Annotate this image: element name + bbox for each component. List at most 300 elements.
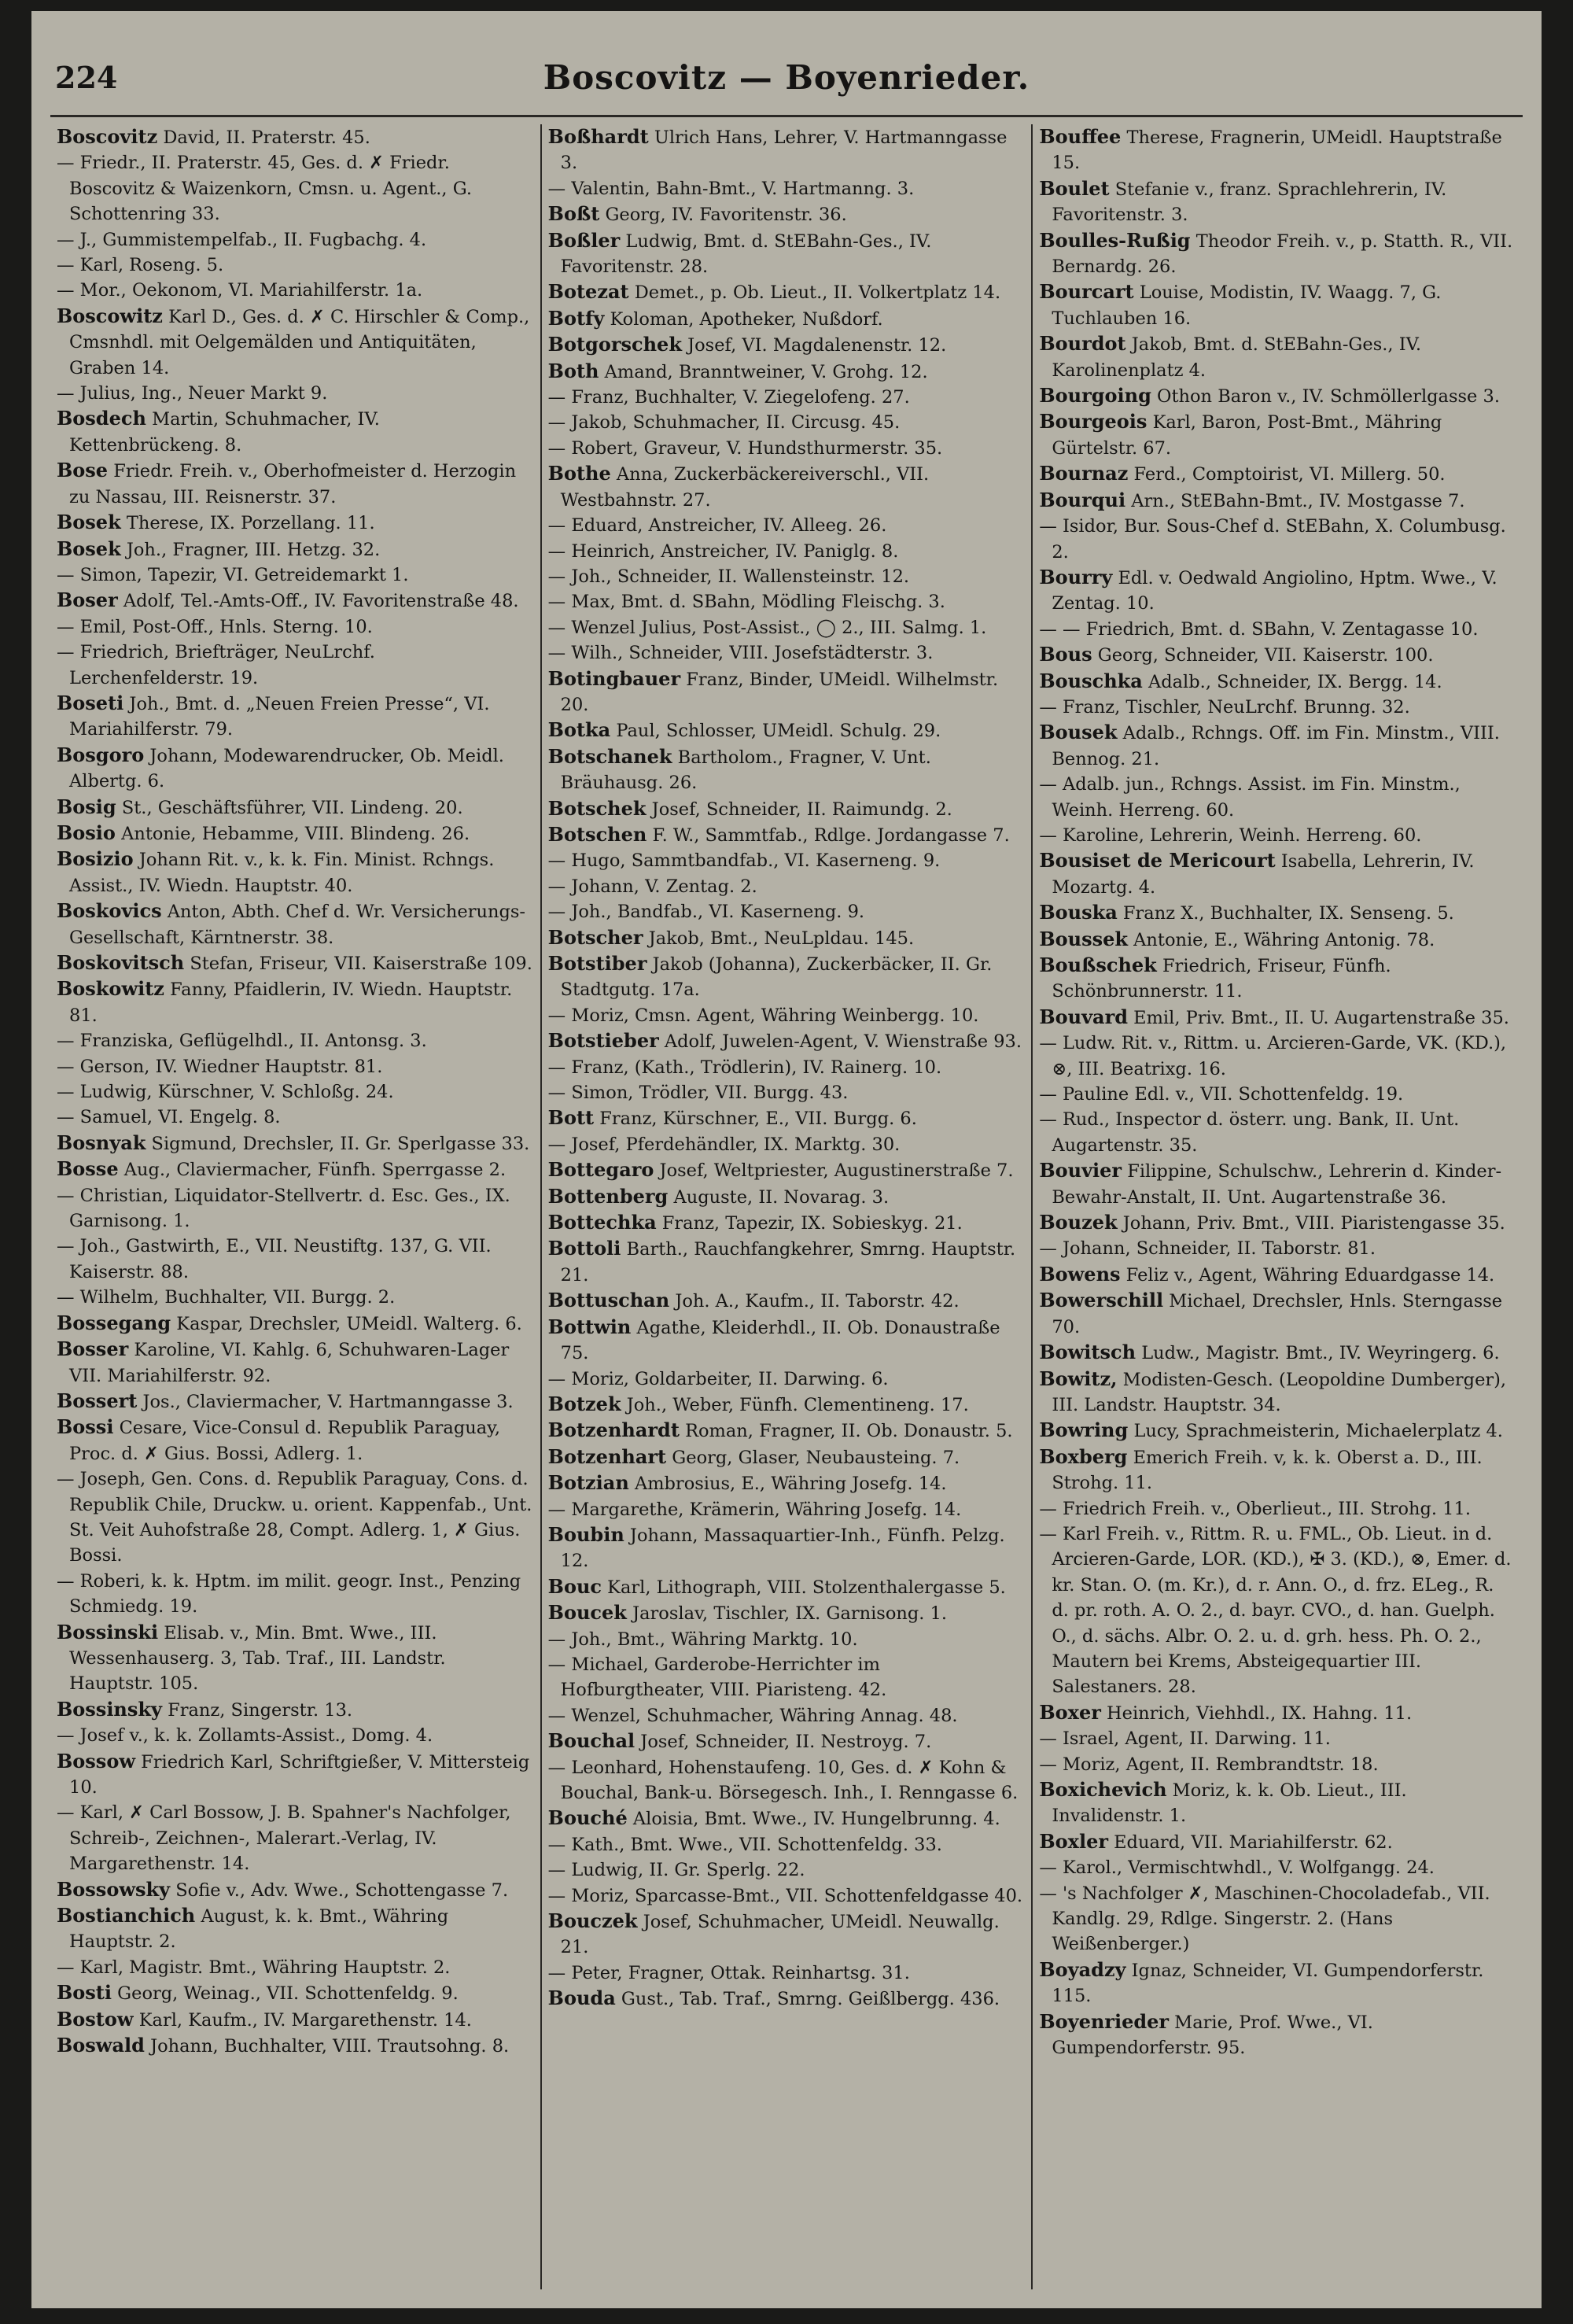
entry-surname: Bosse xyxy=(57,1157,119,1181)
directory-entry xyxy=(548,589,1026,614)
entry-text: — Julius, Ing., Neuer Markt 9. xyxy=(57,383,328,404)
entry-surname: Bousiset de Mericourt xyxy=(1039,849,1276,872)
entry-text: Anna, Zuckerbäckereiverschl., VII. Westbahnstr. 27. xyxy=(560,464,930,511)
directory-entry xyxy=(548,1055,1026,1080)
entry-text: — Isidor, Bur. Sous-Chef d. StEBahn, X. Columbusg. 2. xyxy=(1039,516,1506,563)
entry-surname: Bossert xyxy=(57,1389,138,1412)
entry-text: Theodor Freih. v., p. Statth. R., VII. Bernardg. 26. xyxy=(1052,231,1513,278)
entry-text: — Wenzel Julius, Post-Assist., ◯ 2., III. Salmg. 1. xyxy=(547,617,987,638)
directory-entry xyxy=(1039,124,1516,176)
entry-text: — Moriz, Cmsn. Agent, Währing Weinbergg. 10. xyxy=(547,1005,979,1026)
entry-text: — Karl, Roseng. 5. xyxy=(57,255,224,276)
entry-text: Joh. A., Kaufm., II. Taborstr. 42. xyxy=(669,1291,960,1312)
entry-text: Therese, Fragnerin, UMeidl. Hauptstraße 15. xyxy=(1052,127,1502,174)
directory-entry xyxy=(548,1288,1026,1314)
directory-entry xyxy=(57,1955,534,1980)
directory-entry xyxy=(548,874,1026,899)
entry-surname: Bosek xyxy=(57,511,121,534)
entry-surname: Bossinsky xyxy=(57,1697,162,1721)
entry-surname: Bostow xyxy=(57,2007,134,2031)
directory-entry xyxy=(1039,1855,1516,1880)
directory-entry xyxy=(57,1079,534,1105)
entry-surname: Bousek xyxy=(1039,721,1118,744)
entry-text: Sofie v., Adv. Wwe., Schottengasse 7. xyxy=(170,1879,509,1901)
directory-entry xyxy=(548,124,1026,176)
entry-surname: Boswald xyxy=(57,2034,145,2057)
entry-surname: Botstiber xyxy=(547,952,647,975)
entry-surname: Boßt xyxy=(547,202,600,226)
column-2 xyxy=(542,124,1033,2289)
directory-entry xyxy=(1039,1340,1516,1366)
entry-text: Roman, Fragner, II. Ob. Donaustr. 5. xyxy=(679,1421,1013,1442)
entry-surname: Bouda xyxy=(547,1986,616,2010)
entry-text: — Wenzel, Schuhmacher, Währing Annag. 48. xyxy=(547,1705,958,1726)
directory-entry xyxy=(1039,927,1516,953)
directory-entry xyxy=(548,1003,1026,1028)
directory-entry xyxy=(1039,1236,1516,1261)
page-number: 224 xyxy=(55,60,118,95)
directory-entry xyxy=(548,564,1026,589)
directory-entry xyxy=(57,1105,534,1130)
entry-surname: Boxer xyxy=(1039,1700,1101,1724)
entry-text: — Joseph, Gen. Cons. d. Republik Paraguay, Cons. d. Republik Chile, Druckw. u. orient. Kappenfab., Unt. St. Veit Auhofstraße 28, Compt. Adlerg. 1, ✗ Gius. Bossi. xyxy=(57,1469,532,1566)
entry-text: — Friedr., II. Praterstr. 45, Ges. d. ✗ Friedr. Boscovitz & Waizenkorn, Cmsn. u. Agent., G. Schottenring 33. xyxy=(57,153,473,225)
entry-surname: Botzian xyxy=(547,1471,629,1495)
entry-text: — Peter, Fragner, Ottak. Reinhartsg. 31. xyxy=(547,1962,910,1983)
directory-entry xyxy=(1039,228,1516,280)
directory-entry xyxy=(548,666,1026,718)
entry-text: Jakob (Johanna), Zuckerbäcker, II. Gr. Stadtgutg. 17a. xyxy=(560,954,993,1001)
entry-surname: Botezat xyxy=(547,280,629,304)
directory-entry xyxy=(1039,1418,1516,1444)
entry-surname: Bourgeois xyxy=(1039,410,1148,433)
directory-entry xyxy=(57,1749,534,1801)
directory-entry xyxy=(548,717,1026,743)
directory-entry xyxy=(57,510,534,536)
directory-entry xyxy=(57,1877,534,1903)
entry-text: Johann, Massaquartier-Inh., Fünfh. Pelzg. 12. xyxy=(560,1525,1005,1572)
entry-text: Marie, Prof. Wwe., VI. Gumpendorferstr. 95. xyxy=(1052,2012,1373,2059)
entry-surname: Bouchal xyxy=(547,1729,635,1753)
entry-text: — Josef, Pferdehändler, IX. Marktg. 30. xyxy=(547,1134,901,1155)
entry-surname: Bouczek xyxy=(547,1909,638,1933)
directory-entry xyxy=(1039,1367,1516,1418)
entry-surname: Bosgoro xyxy=(57,743,145,766)
entry-text: Adolf, Tel.-Amts-Off., IV. Favoritenstraße 48. xyxy=(117,591,519,612)
entry-surname: Boxichevich xyxy=(1039,1778,1167,1801)
entry-text: — Johann, Schneider, II. Taborstr. 81. xyxy=(1039,1238,1376,1260)
directory-entry xyxy=(1039,1031,1516,1082)
directory-entry xyxy=(57,821,534,847)
entry-text: — Moriz, Goldarbeiter, II. Darwing. 6. xyxy=(547,1368,889,1389)
entry-surname: Botka xyxy=(547,718,611,742)
directory-entry xyxy=(57,950,534,976)
entry-text: Johann Rit. v., k. k. Fin. Minist. Rchngs. Assist., IV. Wiedn. Hauptstr. 40. xyxy=(69,850,495,896)
entry-text: Therese, IX. Porzellang. 11. xyxy=(120,513,375,534)
directory-entry xyxy=(548,385,1026,410)
entry-text: Stefanie v., franz. Sprachlehrerin, IV. Favoritenstr. 3. xyxy=(1052,179,1447,226)
entry-text: — J., Gummistempelfab., II. Fugbachg. 4. xyxy=(57,229,427,250)
directory-entry xyxy=(548,1522,1026,1574)
entry-surname: Bottwin xyxy=(547,1315,632,1338)
entry-text: Louise, Modistin, IV. Waagg. 7, G. Tuchlauben 16. xyxy=(1052,282,1442,329)
directory-entry xyxy=(548,1470,1026,1496)
entry-surname: Botzenhardt xyxy=(547,1418,680,1442)
directory-entry xyxy=(1039,1777,1516,1829)
directory-entry xyxy=(57,795,534,821)
entry-text: — Valentin, Bahn-Bmt., V. Hartmanng. 3. xyxy=(547,178,915,199)
directory-entry xyxy=(1039,1700,1516,1726)
entry-text: — Israel, Agent, II. Darwing. 11. xyxy=(1039,1728,1331,1750)
entry-text: Franz X., Buchhalter, IX. Senseng. 5. xyxy=(1117,903,1454,924)
entry-text: Moriz, k. k. Ob. Lieut., III. Invalidenstr. 1. xyxy=(1052,1780,1407,1827)
entry-text: — Samuel, VI. Engelg. 8. xyxy=(57,1107,281,1128)
directory-entry xyxy=(1039,669,1516,695)
directory-entry xyxy=(548,176,1026,201)
entry-surname: Bouzek xyxy=(1039,1211,1118,1234)
directory-entry xyxy=(1039,1444,1516,1496)
directory-entry xyxy=(548,1315,1026,1367)
entry-surname: Bott xyxy=(547,1106,595,1130)
entry-text: Lucy, Sprachmeisterin, Michaelerplatz 4. xyxy=(1128,1421,1503,1442)
entry-text: Cesare, Vice-Consul d. Republik Paraguay, Proc. d. ✗ Gius. Bossi, Adlerg. 1. xyxy=(69,1418,500,1464)
header-rule xyxy=(50,115,1523,117)
directory-entry xyxy=(1039,1158,1516,1210)
entry-text: — Karol., Vermischtwhdl., V. Wolfgangg. 24. xyxy=(1039,1857,1435,1879)
entry-text: — Franz, Tischler, NeuLrchf. Brunng. 32. xyxy=(1039,696,1410,717)
entry-surname: Bottoli xyxy=(547,1237,621,1260)
entry-surname: Bowens xyxy=(1039,1262,1121,1286)
directory-entry xyxy=(548,461,1026,513)
entry-text: Filippine, Schulschw., Lehrerin d. Kinder-Bewahr-Anstalt, II. Unt. Augartenstraße 36. xyxy=(1052,1161,1502,1208)
entry-text: Isabella, Lehrerin, IV. Mozartg. 4. xyxy=(1052,851,1475,898)
directory-entry xyxy=(1039,176,1516,228)
entry-text: Friedrich Karl, Schriftgießer, V. Mittersteig 10. xyxy=(69,1751,530,1798)
entry-text: Friedr. Freih. v., Oberhofmeister d. Herzogin zu Nassau, III. Reisnerstr. 37. xyxy=(69,461,517,507)
entry-surname: Boulles-Rußig xyxy=(1039,228,1191,252)
directory-entry xyxy=(57,227,534,253)
directory-entry xyxy=(548,201,1026,227)
directory-entry xyxy=(57,150,534,227)
directory-entry xyxy=(548,1367,1026,1392)
entry-text: Anton, Abth. Chef d. Wr. Versicherungs-Gesellschaft, Kärntnerstr. 38. xyxy=(69,902,526,948)
entry-surname: Boulet xyxy=(1039,176,1110,200)
directory-entry xyxy=(548,615,1026,640)
entry-surname: Bowitz, xyxy=(1039,1367,1118,1390)
entry-text: — Joh., Gastwirth, E., VII. Neustiftg. 137, G. VII. Kaiserstr. 88. xyxy=(57,1236,492,1282)
columns xyxy=(50,124,1523,2289)
directory-entry xyxy=(1039,617,1516,642)
directory-entry xyxy=(1039,514,1516,565)
entry-text: Georg, Schneider, VII. Kaiserstr. 100. xyxy=(1092,645,1434,666)
directory-entry xyxy=(1039,1752,1516,1777)
directory-entry xyxy=(57,124,534,150)
directory-entry xyxy=(57,1980,534,2006)
directory-entry xyxy=(548,951,1026,1003)
entry-surname: Bossinski xyxy=(57,1620,159,1643)
entry-text: Jos., Claviermacher, V. Hartmanngasse 3. xyxy=(137,1391,514,1412)
directory-entry xyxy=(57,537,534,563)
entry-surname: Bottechka xyxy=(547,1211,657,1234)
entry-text: — Wilh., Schneider, VIII. Josefstädterstr. 3. xyxy=(547,643,934,664)
entry-text: — Heinrich, Anstreicher, IV. Paniglg. 8. xyxy=(547,540,899,562)
directory-entry xyxy=(548,1857,1026,1883)
entry-text: Ludw., Magistr. Bmt., IV. Weyringerg. 6. xyxy=(1136,1343,1500,1364)
entry-text: Georg, Glaser, Neubausteing. 7. xyxy=(666,1447,960,1468)
directory-entry xyxy=(57,588,534,614)
directory-entry xyxy=(1039,642,1516,668)
entry-text: Emil, Priv. Bmt., II. U. Augartenstraße 35. xyxy=(1128,1007,1509,1028)
directory-entry xyxy=(548,1157,1026,1183)
directory-entry xyxy=(57,1285,534,1310)
directory-entry xyxy=(548,359,1026,385)
directory-entry xyxy=(57,304,534,381)
entry-text: — Gerson, IV. Wiedner Hauptstr. 81. xyxy=(57,1056,383,1077)
entry-surname: Bouffee xyxy=(1039,125,1122,148)
directory-entry xyxy=(548,539,1026,564)
entry-surname: Botfy xyxy=(547,306,605,330)
directory-entry xyxy=(1039,383,1516,409)
entry-text: Emerich Freih. v, k. k. Oberst a. D., III. Strohg. 11. xyxy=(1052,1447,1483,1494)
entry-surname: Bouché xyxy=(547,1806,628,1830)
entry-surname: Both xyxy=(547,359,599,382)
entry-surname: Boubin xyxy=(547,1522,624,1546)
directory-entry xyxy=(548,306,1026,332)
entry-text: August, k. k. Bmt., Währing Hauptstr. 2. xyxy=(69,1906,449,1953)
entry-text: — Leonhard, Hohenstaufeng. 10, Ges. d. ✗ Kohn & Bouchal, Bank-u. Börsegesch. Inh., I. Renngasse 6. xyxy=(547,1757,1019,1803)
entry-text: — Franziska, Geflügelhdl., II. Antonsg. 3. xyxy=(57,1031,427,1052)
entry-text: Josef, VI. Magdalenenstr. 12. xyxy=(681,335,947,356)
entry-text: Antonie, E., Währing Antonig. 78. xyxy=(1128,929,1435,950)
entry-surname: Bouvard xyxy=(1039,1005,1129,1028)
directory-entry xyxy=(548,1986,1026,2012)
directory-entry xyxy=(1039,953,1516,1005)
entry-text: Adalb., Rchngs. Off. im Fin. Minstm., VIII. Bennog. 21. xyxy=(1052,723,1500,769)
directory-entry xyxy=(548,279,1026,305)
directory-entry xyxy=(1039,1522,1516,1700)
directory-entry xyxy=(57,458,534,510)
directory-entry xyxy=(57,1620,534,1697)
directory-entry xyxy=(548,1418,1026,1444)
directory-entry xyxy=(1039,823,1516,848)
entry-surname: Bosti xyxy=(57,1981,112,2005)
entry-text: Agathe, Kleiderhdl., II. Ob. Donaustraße 75. xyxy=(560,1317,1000,1364)
directory-entry xyxy=(548,436,1026,461)
entry-text: — Friedrich, Briefträger, NeuLrchf. Lerchenfelderstr. 19. xyxy=(57,642,375,688)
directory-entry xyxy=(548,1832,1026,1857)
entry-text: Elisab. v., Min. Bmt. Wwe., III. Wessenhauserg. 3, Tab. Traf., III. Landstr. Hauptstr. 105. xyxy=(69,1622,446,1695)
entry-text: — Friedrich Freih. v., Oberlieut., III. Strohg. 11. xyxy=(1039,1498,1471,1519)
directory-entry xyxy=(548,640,1026,666)
entry-surname: Bowerschill xyxy=(1039,1289,1164,1312)
entry-surname: Botingbauer xyxy=(547,666,681,690)
entry-surname: Bottuschan xyxy=(547,1289,670,1312)
entry-surname: Bosio xyxy=(57,821,116,844)
entry-text: Feliz v., Agent, Währing Eduardgasse 14. xyxy=(1120,1264,1495,1286)
entry-surname: Boyadzy xyxy=(1039,1957,1126,1981)
entry-text: Ignaz, Schneider, VI. Gumpendorferstr. 115. xyxy=(1052,1960,1484,2007)
directory-entry xyxy=(57,1569,534,1620)
directory-entry xyxy=(57,1415,534,1466)
entry-text: Karl, Kaufm., IV. Margarethenstr. 14. xyxy=(133,2009,472,2031)
directory-entry xyxy=(1039,1005,1516,1031)
entry-text: — Wilhelm, Buchhalter, VII. Burgg. 2. xyxy=(57,1287,396,1308)
directory-entry xyxy=(57,1337,534,1389)
entry-surname: Bous xyxy=(1039,643,1092,666)
entry-text: Sigmund, Drechsler, II. Gr. Sperlgasse 33. xyxy=(146,1133,530,1154)
entry-text: F. W., Sammtfab., Rdlge. Jordangasse 7. xyxy=(647,824,1010,846)
page-header: Boscovitz — Boyenrieder. xyxy=(543,58,1030,97)
directory-entry xyxy=(1039,279,1516,331)
directory-entry xyxy=(1039,2009,1516,2061)
directory-entry xyxy=(57,614,534,640)
column-1 xyxy=(50,124,542,2289)
entry-text: Georg, Weinag., VII. Schottenfeldg. 9. xyxy=(112,1983,459,2005)
entry-surname: Boskowitz xyxy=(57,977,164,1001)
directory-entry xyxy=(548,1132,1026,1157)
directory-entry xyxy=(1039,1210,1516,1236)
directory-entry xyxy=(1039,772,1516,823)
entry-text: — Moriz, Agent, II. Rembrandtstr. 18. xyxy=(1039,1754,1379,1775)
directory-entry xyxy=(1039,1107,1516,1158)
entry-surname: Botzenhart xyxy=(547,1444,667,1468)
directory-entry xyxy=(548,1105,1026,1131)
directory-entry xyxy=(1039,900,1516,926)
entry-text: — Max, Bmt. d. SBahn, Mödling Fleischg. 3. xyxy=(547,592,945,613)
directory-entry xyxy=(1039,331,1516,383)
column-3 xyxy=(1033,124,1523,2289)
directory-page xyxy=(31,11,1542,2308)
entry-text: Michael, Drechsler, Hnls. Sterngasse 70. xyxy=(1052,1291,1503,1337)
entry-surname: Botschek xyxy=(547,796,647,820)
entry-surname: Bouc xyxy=(547,1574,602,1598)
entry-surname: Botschen xyxy=(547,822,647,846)
entry-text: Jakob, Bmt., NeuLpldau. 145. xyxy=(643,928,915,949)
directory-entry xyxy=(548,228,1026,280)
entry-text: Heinrich, Viehhdl., IX. Hahng. 11. xyxy=(1100,1702,1413,1724)
entry-text: — Jakob, Schuhmacher, II. Circusg. 45. xyxy=(547,412,901,433)
directory-entry xyxy=(548,899,1026,924)
entry-text: — Ludwig, II. Gr. Sperlg. 22. xyxy=(547,1860,805,1881)
directory-entry xyxy=(548,925,1026,951)
directory-entry xyxy=(57,743,534,795)
directory-entry xyxy=(548,1806,1026,1832)
entry-surname: Bourry xyxy=(1039,565,1113,588)
directory-entry xyxy=(548,1184,1026,1210)
directory-entry xyxy=(57,1697,534,1723)
entry-text: — Michael, Garderobe-Herrichter im Hofburgtheater, VIII. Piaristeng. 42. xyxy=(547,1654,887,1701)
directory-entry xyxy=(548,848,1026,873)
entry-text: — Moriz, Sparcasse-Bmt., VII. Schottenfeldgasse 40. xyxy=(547,1885,1023,1906)
directory-entry xyxy=(548,1883,1026,1909)
directory-entry xyxy=(57,406,534,458)
directory-entry xyxy=(1039,461,1516,487)
directory-entry xyxy=(57,898,534,950)
entry-text: Paul, Schlosser, UMeidl. Schulg. 29. xyxy=(610,721,941,742)
entry-surname: Boyenrieder xyxy=(1039,2009,1170,2033)
directory-entry xyxy=(548,1574,1026,1600)
directory-entry xyxy=(57,640,534,691)
entry-text: — Simon, Trödler, VII. Burgg. 43. xyxy=(547,1083,849,1104)
entry-text: Franz, Binder, UMeidl. Wilhelmstr. 20. xyxy=(560,669,999,715)
entry-text: Friedrich, Friseur, Fünfh. Schönbrunnerstr. 11. xyxy=(1052,956,1391,1002)
entry-text: — Johann, V. Zentag. 2. xyxy=(547,876,757,897)
directory-entry xyxy=(548,1627,1026,1652)
directory-entry xyxy=(548,1497,1026,1522)
directory-entry xyxy=(548,1909,1026,1961)
entry-text: Eduard, VII. Mariahilferstr. 62. xyxy=(1107,1832,1393,1853)
directory-entry xyxy=(1039,1082,1516,1107)
directory-entry xyxy=(57,1156,534,1182)
entry-surname: Boser xyxy=(57,588,118,612)
directory-entry xyxy=(548,1392,1026,1418)
directory-entry xyxy=(548,744,1026,796)
directory-entry xyxy=(57,2033,534,2059)
directory-entry xyxy=(548,1080,1026,1105)
entry-text: — 's Nachfolger ✗, Maschinen-Chocoladefab., VII. Kandlg. 29, Rdlge. Singerstr. 2. (Hans Weißenberger.) xyxy=(1039,1883,1490,1955)
directory-entry xyxy=(1039,1829,1516,1855)
entry-surname: Bose xyxy=(57,459,109,482)
entry-surname: Boxberg xyxy=(1039,1444,1128,1468)
entry-text: — Franz, (Kath., Trödlerin), IV. Rainerg. 10. xyxy=(547,1057,942,1078)
entry-surname: Bourcart xyxy=(1039,280,1134,304)
entry-surname: Bourdot xyxy=(1039,332,1126,356)
directory-entry xyxy=(548,1210,1026,1236)
entry-text: Bartholom., Fragner, V. Unt. Bräuhausg. 26. xyxy=(560,747,931,794)
directory-entry xyxy=(548,1444,1026,1470)
entry-text: Aloisia, Bmt. Wwe., IV. Hungelbrunng. 4. xyxy=(627,1809,1000,1830)
entry-text: Martin, Schuhmacher, IV. Kettenbrückeng. 8. xyxy=(69,409,380,456)
entry-surname: Boßler xyxy=(547,228,621,252)
entry-text: — Eduard, Anstreicher, IV. Alleeg. 26. xyxy=(547,515,887,537)
directory-entry xyxy=(57,1903,534,1955)
entry-surname: Bosig xyxy=(57,795,116,818)
entry-surname: Boucek xyxy=(547,1601,627,1625)
entry-surname: Bouska xyxy=(1039,901,1118,924)
entry-surname: Bournaz xyxy=(1039,462,1129,485)
entry-surname: Boskovics xyxy=(57,899,162,923)
entry-surname: Bosizio xyxy=(57,847,134,871)
directory-entry xyxy=(1039,1288,1516,1340)
entry-text: — Karl, Magistr. Bmt., Währing Hauptstr. 2. xyxy=(57,1957,451,1978)
entry-text: Edl. v. Oedwald Angiolino, Hptm. Wwe., V. Zentag. 10. xyxy=(1052,567,1497,614)
directory-entry xyxy=(57,976,534,1028)
entry-surname: Bosnyak xyxy=(57,1131,146,1154)
entry-surname: Botzek xyxy=(547,1392,621,1415)
directory-entry xyxy=(57,1131,534,1156)
entry-text: Ambrosius, E., Währing Josefg. 14. xyxy=(628,1474,947,1495)
entry-surname: Botschanek xyxy=(547,744,672,768)
directory-entry xyxy=(57,847,534,898)
entry-surname: Bowring xyxy=(1039,1418,1129,1442)
entry-text: — Karl Freih. v., Rittm. R. u. FML., Ob. Lieut. in d. Arcieren-Garde, LOR. (KD.), ✠ 3. (KD.), ⊗, Emer. d. kr. Stan. O. (m. Kr.), d. r. Ann. O., d. frz. ELeg., R. d. pr. roth. A. O. 2., d. bayr. CVO., d. han. Guelph. O., d. sächs. Albr. O. 2. u. d. grh. hess. Ph. O. 2., Mautern bei Krems, Absteigequartier III. Salestaners. 28. xyxy=(1039,1523,1512,1698)
entry-text: Josef, Schneider, II. Nestroyg. 7. xyxy=(635,1732,932,1753)
directory-entry xyxy=(548,1028,1026,1054)
directory-entry xyxy=(1039,848,1516,900)
entry-text: Karl D., Ges. d. ✗ C. Hirschler & Comp., Cmsnhdl. mit Oelgemälden und Antiquitäten, Graben 14. xyxy=(69,306,530,378)
entry-text: Georg, IV. Favoritenstr. 36. xyxy=(599,205,847,226)
entry-text: — Joh., Bmt., Währing Marktg. 10. xyxy=(547,1629,858,1650)
entry-text: Joh., Fragner, III. Hetzg. 32. xyxy=(120,539,381,560)
entry-text: Johann, Modewarendrucker, Ob. Meidl. Albertg. 6. xyxy=(69,745,504,792)
directory-entry xyxy=(57,1723,534,1748)
entry-text: Arn., StEBahn-Bmt., IV. Mostgasse 7. xyxy=(1125,490,1465,511)
entry-text: — Rud., Inspector d. österr. ung. Bank, II. Unt. Augartenstr. 35. xyxy=(1039,1109,1460,1156)
directory-entry xyxy=(1039,1881,1516,1957)
entry-surname: Boscowitz xyxy=(57,304,163,327)
entry-text: Modisten-Gesch. (Leopoldine Dumberger), III. Landstr. Hauptstr. 34. xyxy=(1052,1369,1507,1415)
entry-surname: Bosser xyxy=(57,1337,129,1361)
